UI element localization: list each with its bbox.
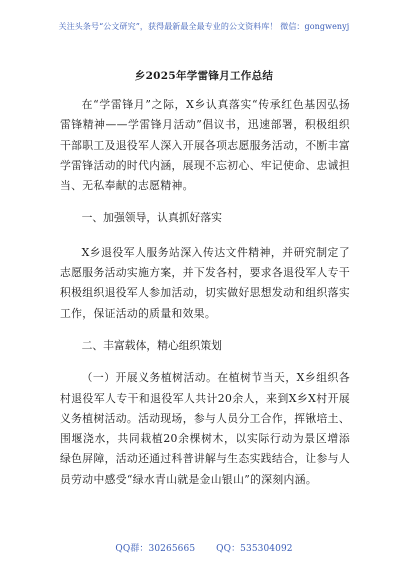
footer-qq: QQ：535304092 [216, 544, 293, 554]
header-promo-note: 关注头条号“公文研究”，获得最新最全最专业的公文资料库！ 微信：gongwenyj [58, 22, 350, 31]
section-1-paragraph: X乡退役军人服务站深入传达文件精神，并研究制定了志愿服务活动实施方案，并下发各村，要求各退役军人专干积极组织退役军人参加活动，切实做好思想发动和组织落实工作，保证活动的质量和效果。 [60, 245, 350, 320]
section-heading-2: 二、丰富载体，精心组织策划 [81, 338, 222, 352]
intro-paragraph: 在“学雷锋月”之际，X乡认真落实“传承红色基因弘扬雷锋精神——学雷锋月活动”倡议书，迅速部署，积极组织干部职工及退役军人深入开展各项志愿服务活动，不断丰富学雷锋活动的时代内涵，展现不忘初心、牢记使命、忠诚担当、无私奉献的志愿精神。 [60, 98, 350, 193]
document-title: 乡2025年学雷锋月工作总结 [134, 70, 274, 82]
footer-contact [0, 541, 408, 554]
document-body [60, 95, 350, 490]
section-heading-1: 一、加强领导，认真抓好落实 [81, 211, 222, 225]
section-2-paragraph: （一）开展义务植树活动。在植树节当天，X乡组织各村退役军人专干和退役军人共计20余人，来到X乡X村开展义务植树活动。活动现场，参与人员分工合作，挥锹培土、围堰浇水，共同栽植20余棵树木，以实际行动为景区增添绿色屏障，活动还通过科普讲解与生态实践结合，让参与人员劳动中感受“绿水青山就是金山银山”的深刻内涵。 [60, 371, 350, 486]
footer-qq-group: QQ群：30265665 [115, 544, 196, 554]
